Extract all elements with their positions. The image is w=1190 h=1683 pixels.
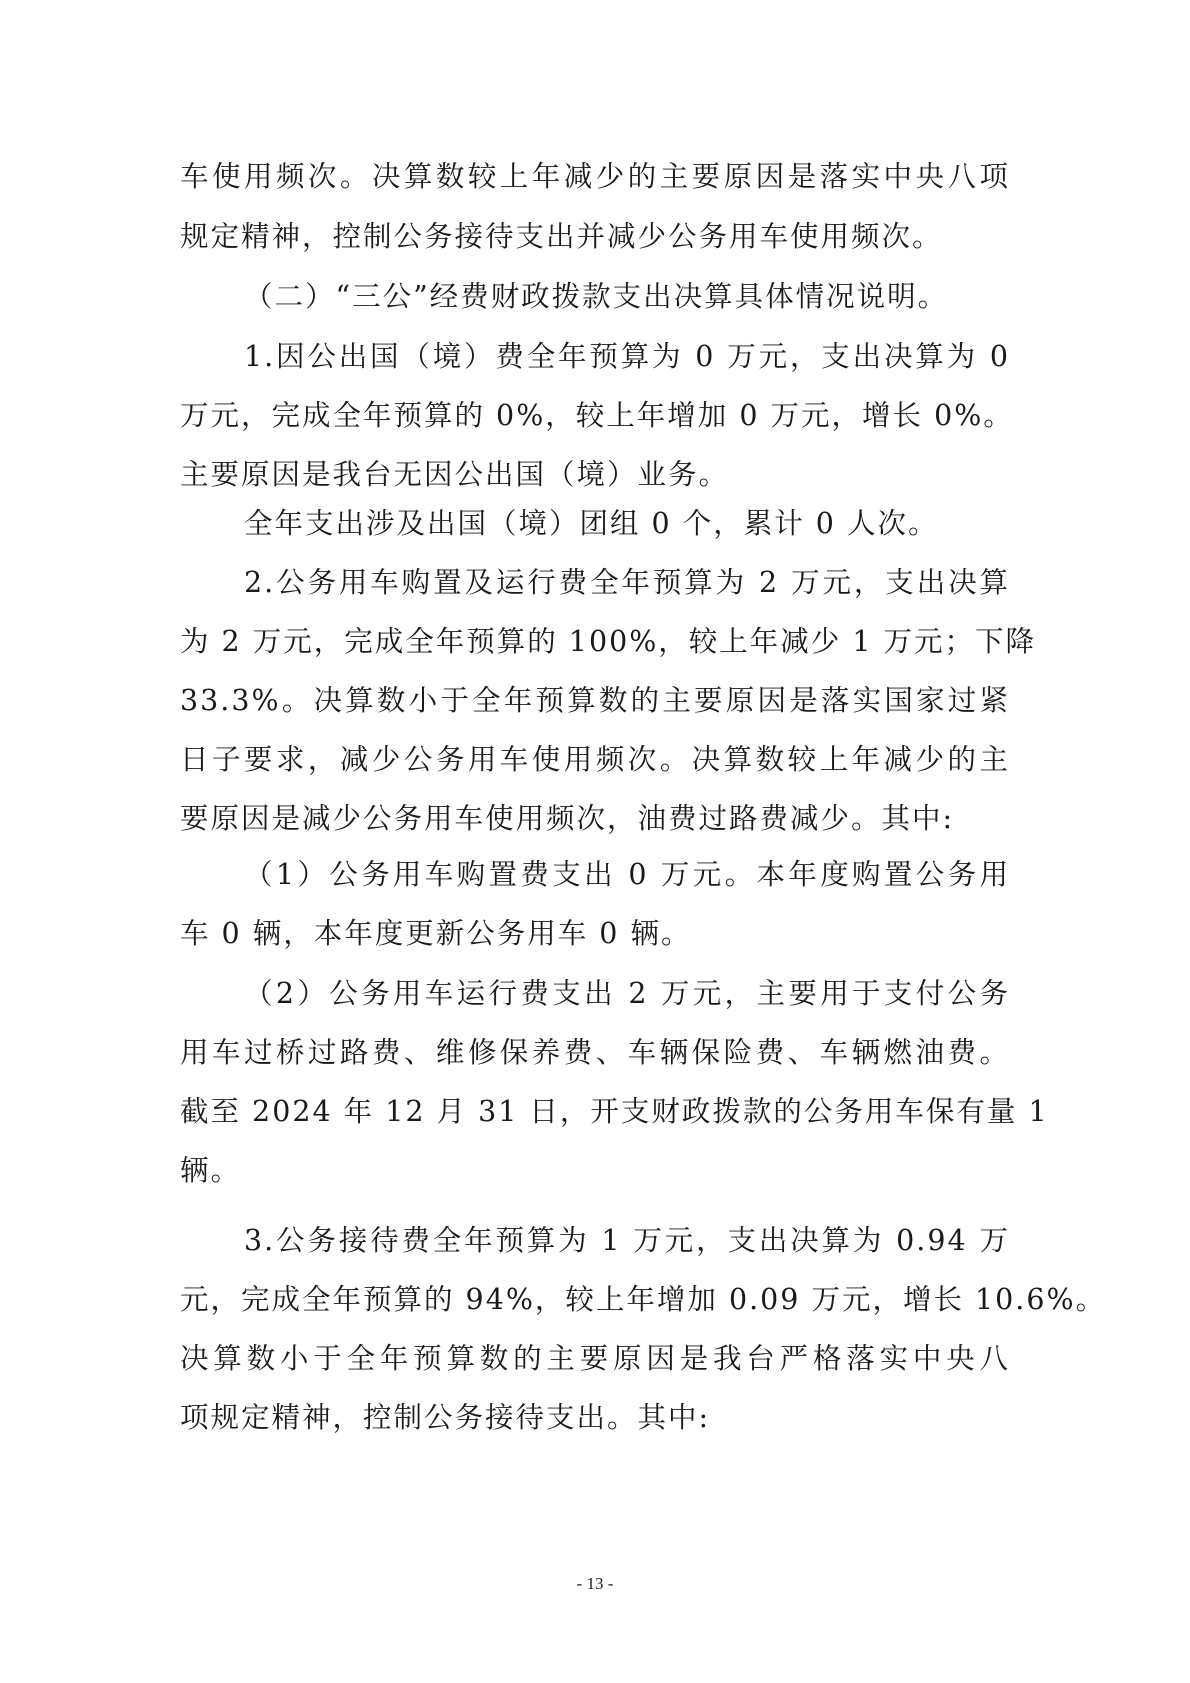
text-line-16: 用车过桥过路费、维修保养费、车辆保险费、车辆燃油费。	[180, 1036, 1010, 1069]
text-line-22: 项规定精神，控制公务接待支出。其中:	[180, 1401, 711, 1434]
text-line-1: 车使用频次。决算数较上年减少的主要原因是落实中央八项	[180, 160, 1010, 193]
text-line-4: 1.因公出国（境）费全年预算为 0 万元，支出决算为 0	[244, 340, 1010, 373]
text-line-15: （2）公务用车运行费支出 2 万元，主要用于支付公务	[244, 977, 1010, 1010]
text-line-5: 万元，完成全年预算的 0%，较上年增加 0 万元，增长 0%。	[180, 399, 1014, 432]
text-line-10: 33.3%。决算数小于全年预算数的主要原因是落实国家过紧	[180, 684, 1010, 717]
text-line-21: 决算数小于全年预算数的主要原因是我台严格落实中央八	[180, 1342, 1010, 1375]
section-heading: （二）“三公”经费财政拨款支出决算具体情况说明。	[244, 280, 949, 313]
text-line-18: 辆。	[180, 1154, 242, 1187]
text-line-6: 主要原因是我台无因公出国（境）业务。	[180, 458, 730, 491]
text-line-9: 为 2 万元，完成全年预算的 100%，较上年减少 1 万元；下降	[180, 625, 1037, 658]
text-line-2: 规定精神，控制公务接待支出并减少公务用车使用频次。	[180, 220, 943, 253]
text-line-11: 日子要求，减少公务用车使用频次。决算数较上年减少的主	[180, 743, 1010, 776]
text-line-13: （1）公务用车购置费支出 0 万元。本年度购置公务用	[244, 858, 1010, 891]
text-line-14: 车 0 辆，本年度更新公务用车 0 辆。	[180, 917, 692, 950]
text-line-8: 2.公务用车购置及运行费全年预算为 2 万元，支出决算	[244, 566, 1010, 599]
text-line-17: 截至 2024 年 12 月 31 日，开支财政拨款的公务用车保有量 1	[180, 1095, 1049, 1128]
text-line-19: 3.公务接待费全年预算为 1 万元，支出决算为 0.94 万	[244, 1224, 1010, 1257]
text-line-12: 要原因是减少公务用车使用频次，油费过路费减少。其中:	[180, 802, 955, 835]
page-number: - 13 -	[576, 1574, 614, 1593]
text-line-7: 全年支出涉及出国（境）团组 0 个，累计 0 人次。	[244, 507, 939, 540]
text-line-20: 元，完成全年预算的 94%，较上年增加 0.09 万元，增长 10.6%。	[180, 1283, 1107, 1316]
